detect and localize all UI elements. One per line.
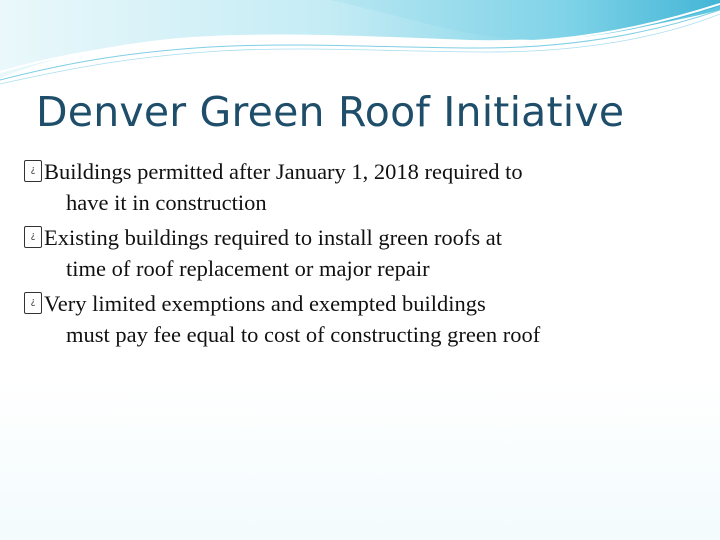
bullet-line: time of roof replacement or major repair — [66, 256, 430, 281]
bullet-line: Buildings permitted after January 1, 2018 required to — [44, 159, 523, 184]
bullet-list — [24, 156, 684, 354]
bullet-line: must pay fee equal to cost of constructing green roof — [66, 322, 541, 347]
bullet-item — [24, 156, 684, 218]
header-wave-decoration — [0, 0, 720, 90]
bullet-text — [44, 222, 684, 284]
bullet-text — [44, 156, 684, 218]
slide-title: Denver Green Roof Initiative — [36, 88, 625, 136]
bullet-line: Very limited exemptions and exempted buildings — [44, 291, 486, 316]
bullet-glyph-icon: ¿ — [24, 226, 42, 248]
bullet-item — [24, 222, 684, 284]
bullet-text — [44, 288, 684, 350]
bullet-line: have it in construction — [66, 190, 267, 215]
bullet-glyph-icon: ¿ — [24, 292, 42, 314]
bullet-glyph-icon: ¿ — [24, 160, 42, 182]
bullet-item — [24, 288, 684, 350]
bullet-line: Existing buildings required to install green roofs at — [44, 225, 503, 250]
